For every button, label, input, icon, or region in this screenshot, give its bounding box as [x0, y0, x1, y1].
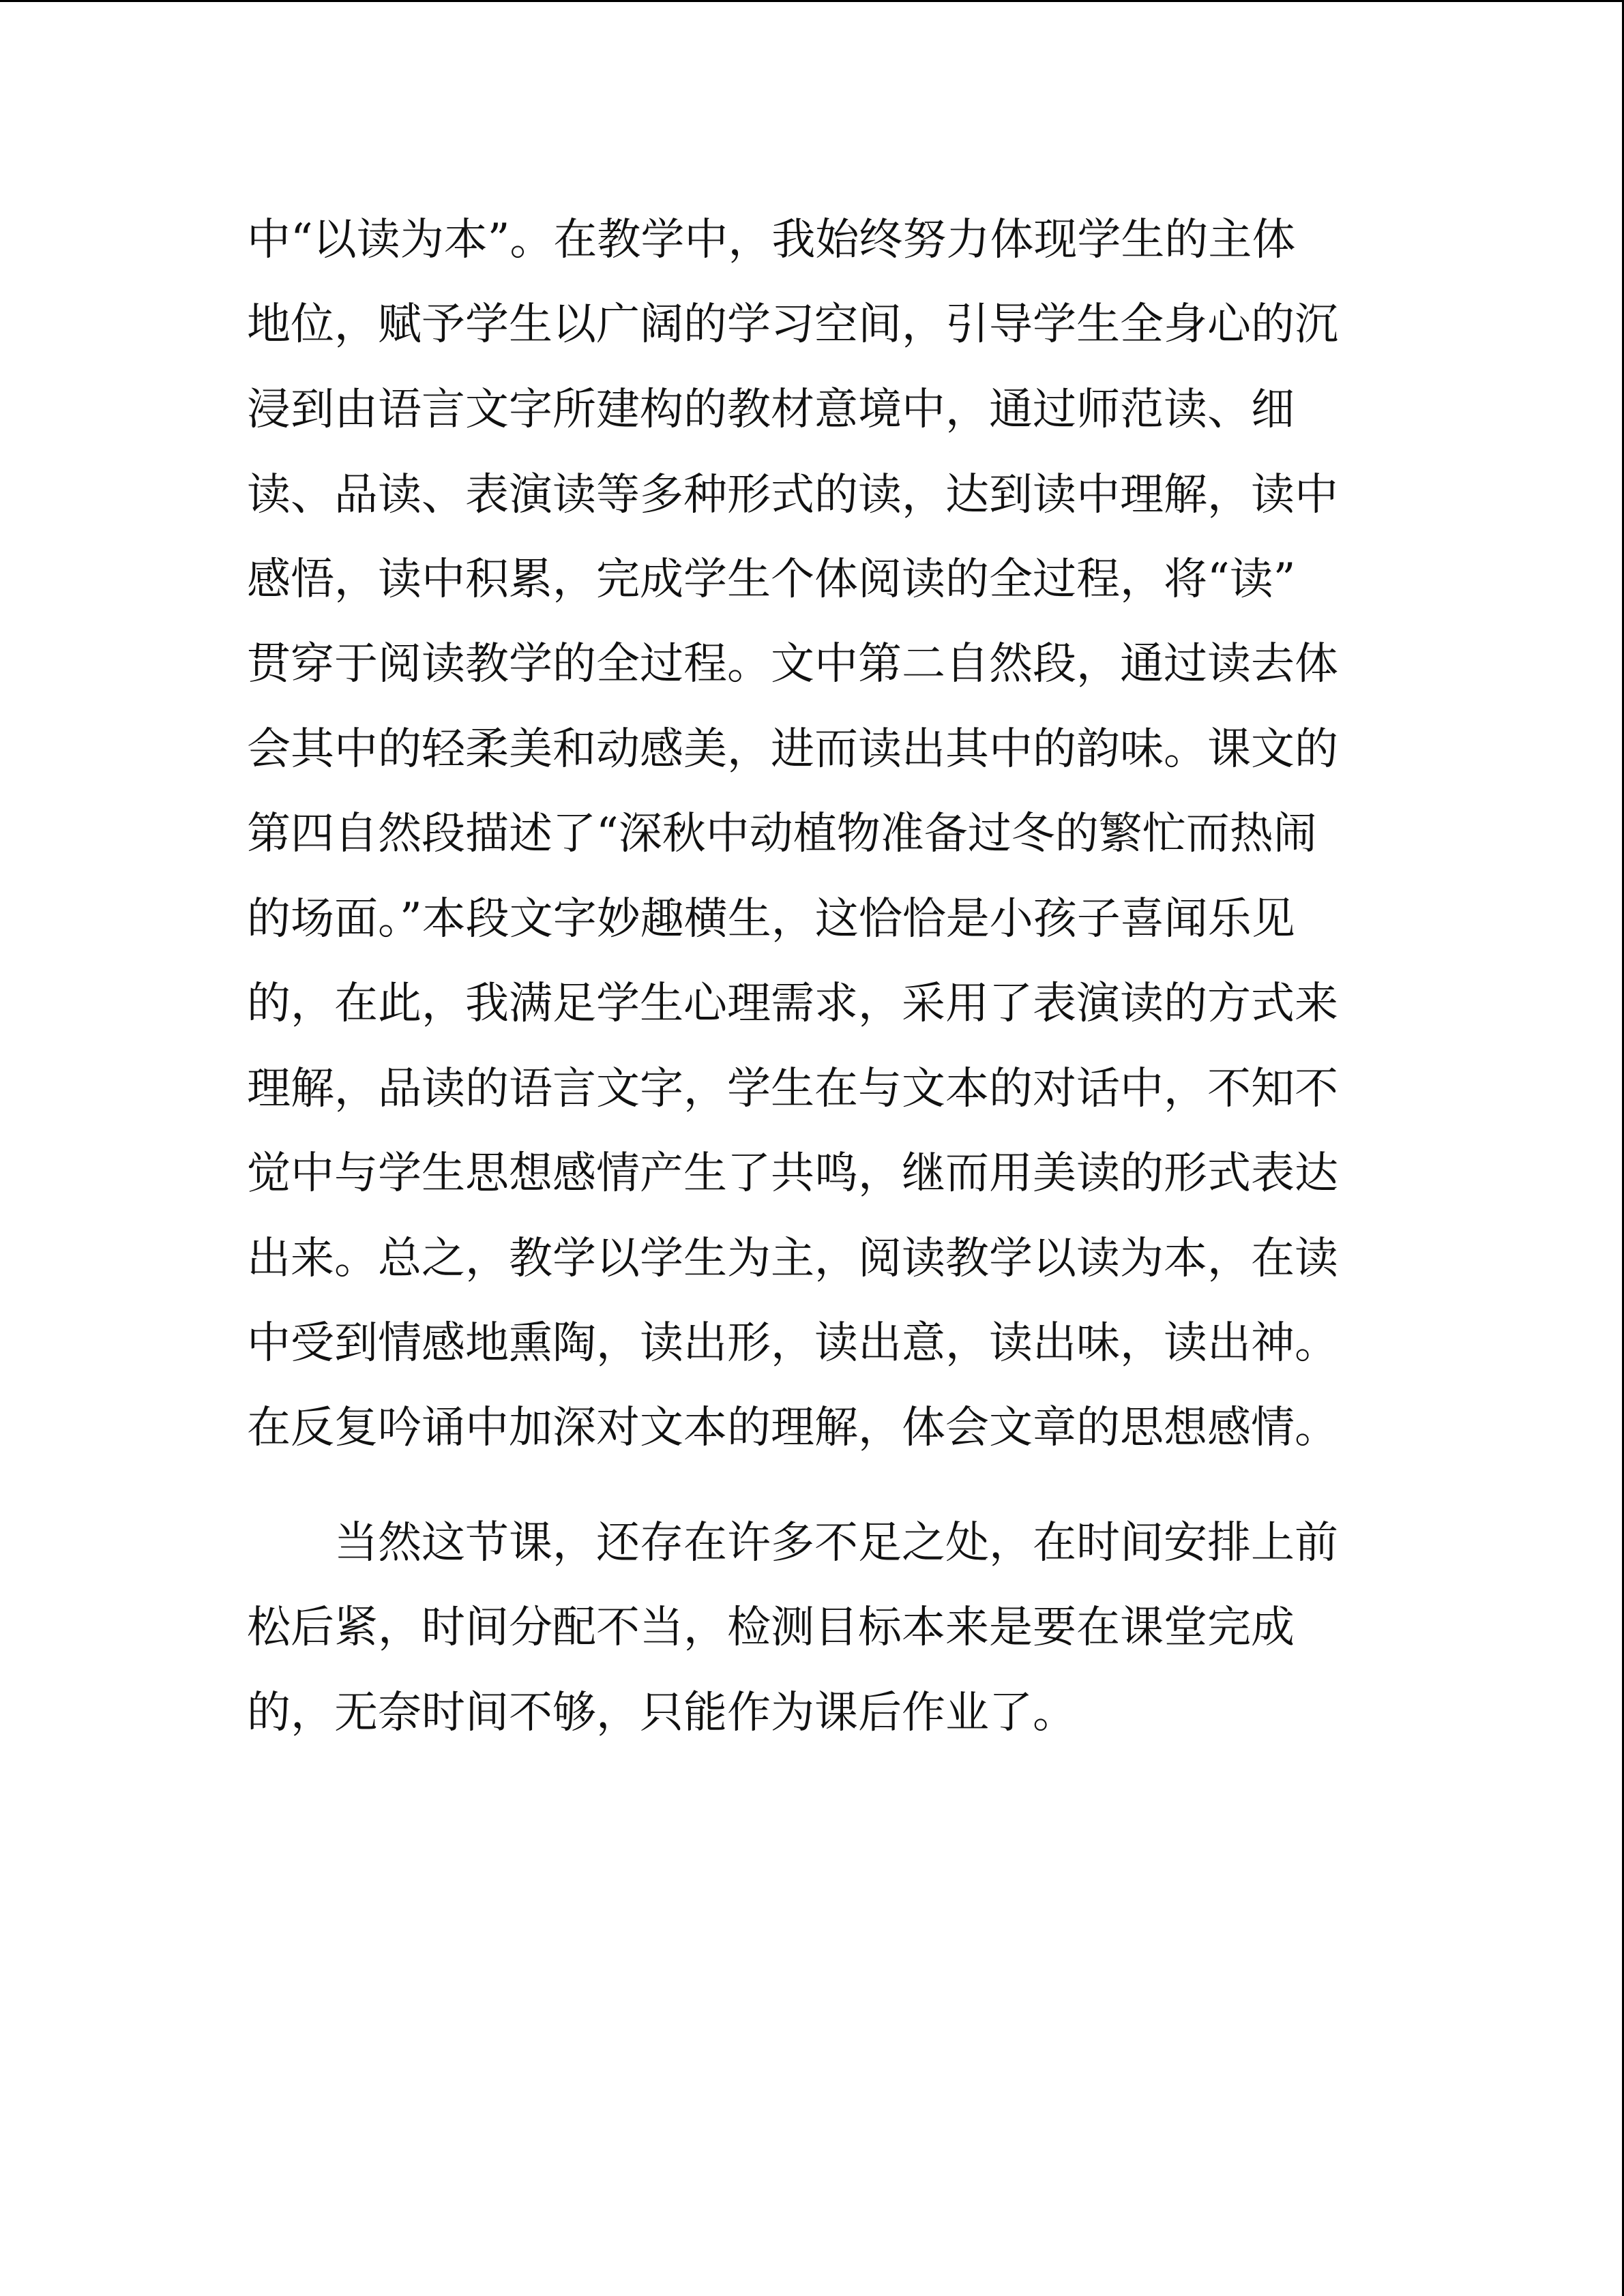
paragraph-1-line-2: 地位，赋予学生以广阔的学习空间，引导学生全身心的沉	[247, 299, 1338, 350]
paragraph-1-line-9: 的场面。”本段文字妙趣横生，这恰恰是小孩子喜闻乐见	[247, 894, 1295, 944]
paragraph-1-line-3: 浸到由语言文字所建构的教材意境中，通过师范读、细	[247, 385, 1295, 435]
paragraph-1-line-4: 读、品读、表演读等多种形式的读，达到读中理解，读中	[247, 470, 1338, 520]
paragraph-1-line-13: 出来。总之，教学以学生为主，阅读教学以读为本，在读	[247, 1234, 1338, 1284]
paragraph-1-line-10: 的，在此，我满足学生心理需求，采用了表演读的方式来	[247, 979, 1338, 1029]
paragraph-1-line-1: 中“以读为本”。在教学中，我始终努力体现学生的主体	[247, 215, 1296, 265]
paragraph-2-line-3: 的，无奈时间不够，只能作为课后作业了。	[247, 1688, 1076, 1738]
paragraph-1-line-15: 在反复吟诵中加深对文本的理解，体会文章的思想感情。	[247, 1403, 1338, 1453]
paragraph-1-line-11: 理解，品读的语言文字，学生在与文本的对话中，不知不	[247, 1064, 1338, 1114]
paragraph-1-line-14: 中受到情感地熏陶，读出形，读出意，读出味，读出神。	[247, 1318, 1338, 1369]
paragraph-2-line-1: 当然这节课，还存在许多不足之处，在时间安排上前	[334, 1518, 1338, 1568]
paragraph-1-line-12: 觉中与学生思想感情产生了共鸣，继而用美读的形式表达	[247, 1148, 1338, 1199]
paragraph-1-line-5: 感悟，读中积累，完成学生个体阅读的全过程，将“读”	[247, 554, 1296, 605]
page-top-border	[0, 0, 1624, 2]
paragraph-1-line-7: 会其中的轻柔美和动感美，进而读出其中的韵味。课文的	[247, 724, 1338, 775]
paragraph-1-line-8: 第四自然段描述了“深秋中动植物准备过冬的繁忙而热闹	[247, 809, 1317, 859]
paragraph-2-line-2: 松后紧，时间分配不当，检测目标本来是要在课堂完成	[247, 1602, 1295, 1653]
paragraph-1-line-6: 贯穿于阅读教学的全过程。文中第二自然段，通过读去体	[247, 639, 1338, 689]
